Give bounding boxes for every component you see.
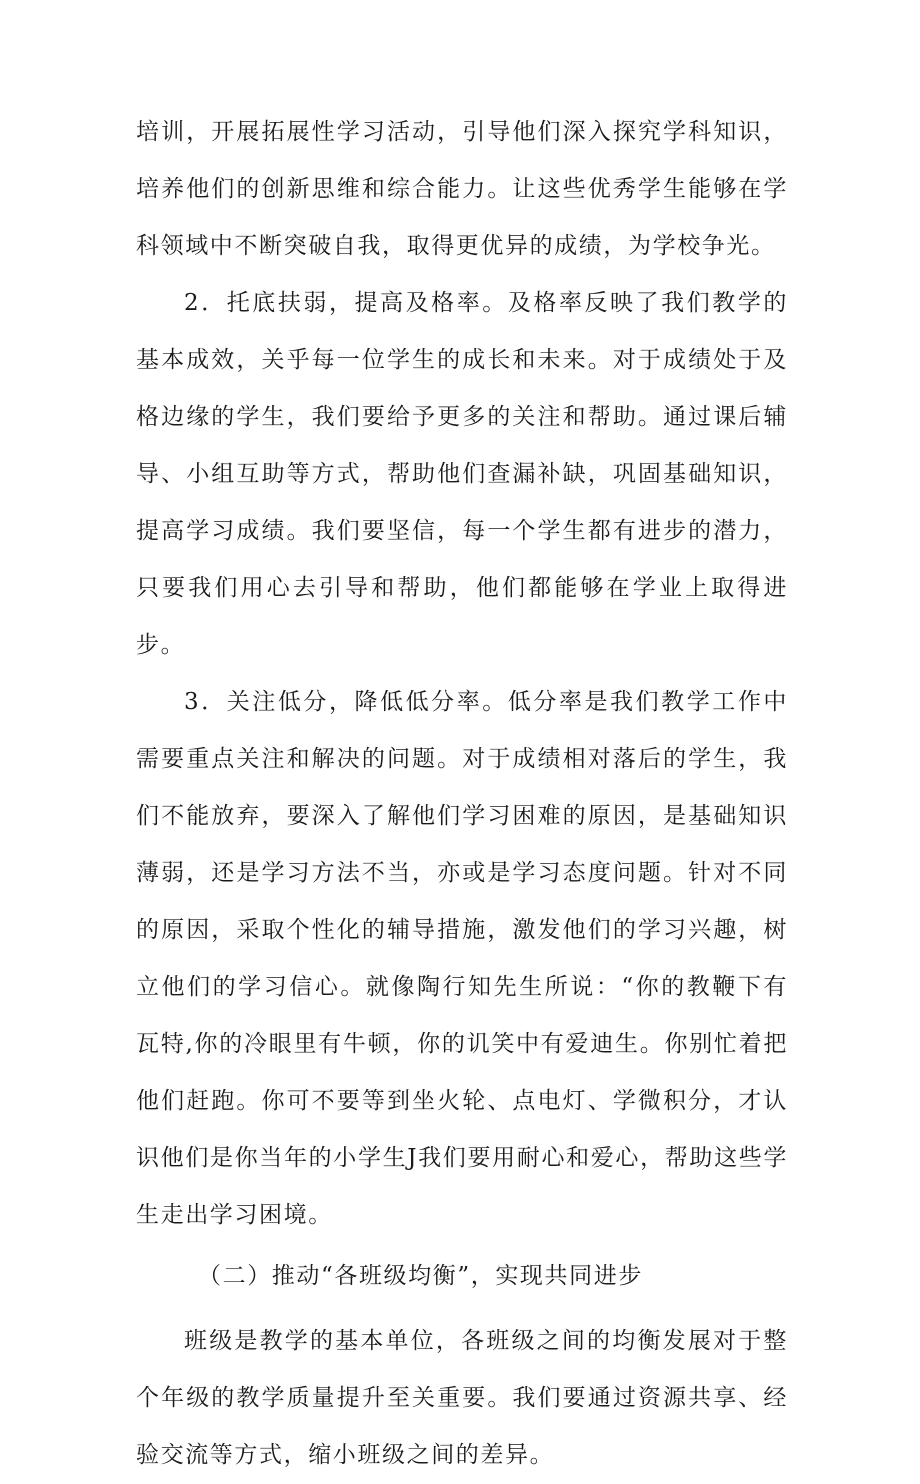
paragraph-class-balance: 班级是教学的基本单位，各班级之间的均衡发展对于整个年级的教学质量提升至关重要。我们要通过资源共享、经验交流等方式，缩小班级之间的差异。 [136,1328,788,1468]
paragraph-item-3: 3．关注低分，降低低分率。低分率是我们教学工作中需要重点关注和解决的问题。对于成绩相对落后的学生，我们不能放弃，要深入了解他们学习困难的原因，是基础知识薄弱，还是学习方法不当，亦或是学习态度问题。针对不同的原因，采取个性化的辅导措施，激发他们的学习兴趣，树立他们的学习信心。就像陶行知先生所说：“你的教鞭下有瓦特,你的冷眼里有牛顿，你的讥笑中有爱迪生。你别忙着把他们赶跑。你可不要等到坐火轮、点电灯、学微积分，才认识他们是你当年的小学生J我们要用耐心和爱心，帮助这些学生走出学习困境。 [136,689,788,1228]
section-heading: （二）推动“各班级均衡”，实现共同进步 [198,1263,643,1289]
paragraph-item-2: 2．托底扶弱，提高及格率。及格率反映了我们教学的基本成效，关乎每一位学生的成长和未来。对于成绩处于及格边缘的学生，我们要给予更多的关注和帮助。通过课后辅导、小组互助等方式，帮助他们查漏补缺，巩固基础知识，提高学习成绩。我们要坚信，每一个学生都有进步的潜力，只要我们用心去引导和帮助，他们都能够在学业上取得进步。 [136,290,788,658]
paragraph-continuation: 培训，开展拓展性学习活动，引导他们深入探究学科知识，培养他们的创新思维和综合能力。让这些优秀学生能够在学科领域中不断突破自我，取得更优异的成绩，为学校争光。 [136,119,788,259]
document-body [136,104,788,1484]
